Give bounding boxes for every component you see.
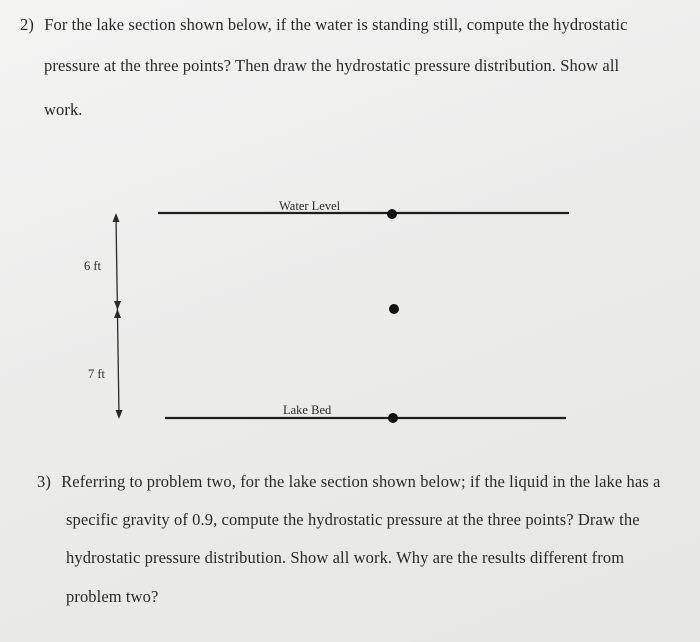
dimension-arrow-mid-down xyxy=(114,301,121,310)
point-middle xyxy=(389,304,399,314)
point-bottom xyxy=(388,413,398,423)
dimension-arrow-mid-up xyxy=(114,309,121,318)
upper-depth-label: 6 ft xyxy=(84,259,102,273)
problem-3-line-3: hydrostatic pressure distribution. Show all work. Why are the results different from xyxy=(66,548,625,567)
water-level-label: Water Level xyxy=(279,199,341,213)
problem-3-line-4: problem two? xyxy=(66,587,159,606)
problem-2-line-2: pressure at the three points? Then draw the hydrostatic pressure distribution. Show all xyxy=(44,56,620,75)
point-top xyxy=(387,209,397,219)
dimension-arrow-bottom xyxy=(116,410,123,419)
problem-3-line-1 xyxy=(37,472,660,492)
problem-3-number: 3) xyxy=(37,472,51,491)
dimension-arrow-top xyxy=(113,213,120,222)
problem-2-line-3: work. xyxy=(44,100,83,119)
problem-3-text-line-1: Referring to problem two, for the lake section shown below; if the liquid in the lake has a xyxy=(61,472,661,491)
lower-depth-label: 7 ft xyxy=(88,367,106,381)
problem-2-number: 2) xyxy=(20,15,34,34)
lake-bed-label: Lake Bed xyxy=(283,403,332,417)
problem-3-line-2: specific gravity of 0.9, compute the hydrostatic pressure at the three points? Draw the xyxy=(66,510,640,529)
problem-2-text-line-1: For the lake section shown below, if the water is standing still, compute the hydrostatic xyxy=(44,15,628,34)
